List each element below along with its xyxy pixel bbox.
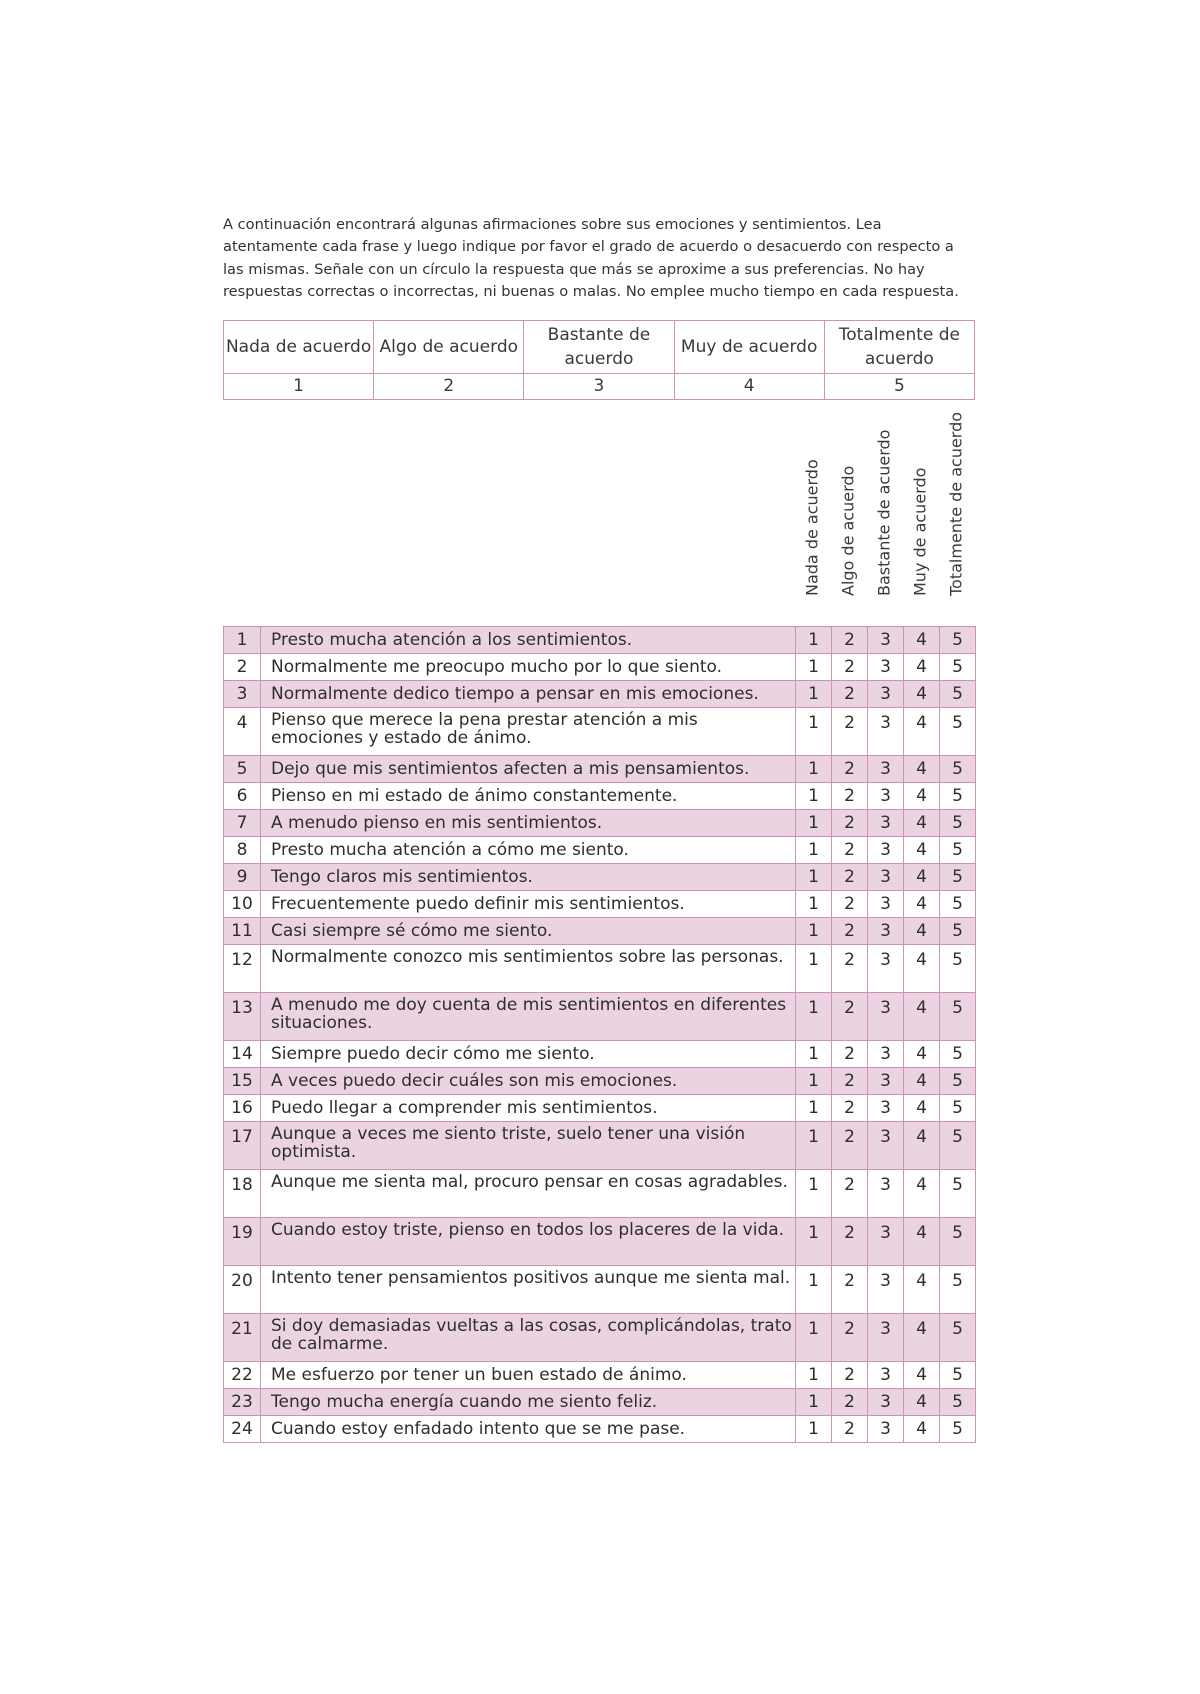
column-header xyxy=(831,403,865,615)
response-option[interactable]: 2 xyxy=(832,1389,868,1416)
response-option[interactable]: 4 xyxy=(904,654,940,681)
response-option[interactable]: 5 xyxy=(940,918,976,945)
column-header-label: Algo de acuerdo xyxy=(838,465,858,596)
response-option[interactable]: 4 xyxy=(904,708,940,756)
response-option[interactable]: 5 xyxy=(940,945,976,993)
response-option[interactable]: 2 xyxy=(832,756,868,783)
table-row xyxy=(224,837,976,864)
table-row xyxy=(224,756,976,783)
item-statement: Frecuentemente puedo definir mis sentimientos. xyxy=(261,891,796,918)
response-option[interactable]: 4 xyxy=(904,1362,940,1389)
response-option[interactable]: 3 xyxy=(868,1416,904,1443)
item-statement: Aunque a veces me siento triste, suelo tener una visión optimista. xyxy=(261,1122,796,1170)
response-option[interactable]: 4 xyxy=(904,810,940,837)
response-option[interactable]: 3 xyxy=(868,1314,904,1362)
item-statement: Cuando estoy enfadado intento que se me pase. xyxy=(261,1416,796,1443)
item-number: 15 xyxy=(224,1068,261,1095)
table-row xyxy=(224,627,976,654)
table-row xyxy=(224,918,976,945)
response-option[interactable]: 5 xyxy=(940,1068,976,1095)
item-number: 21 xyxy=(224,1314,261,1362)
item-number: 14 xyxy=(224,1041,261,1068)
response-option[interactable]: 2 xyxy=(832,1314,868,1362)
table-row xyxy=(224,810,976,837)
questionnaire-table xyxy=(223,626,976,1443)
response-option[interactable]: 3 xyxy=(868,1362,904,1389)
response-option[interactable]: 5 xyxy=(940,1416,976,1443)
response-option[interactable]: 4 xyxy=(904,891,940,918)
scale-label: Bastante de acuerdo xyxy=(524,321,674,374)
response-option[interactable]: 3 xyxy=(868,993,904,1041)
table-row xyxy=(224,1416,976,1443)
response-option[interactable]: 1 xyxy=(796,783,832,810)
response-option[interactable]: 5 xyxy=(940,1095,976,1122)
response-option[interactable]: 3 xyxy=(868,918,904,945)
item-statement: Tengo mucha energía cuando me siento feliz. xyxy=(261,1389,796,1416)
response-option[interactable]: 2 xyxy=(832,1416,868,1443)
response-option[interactable]: 1 xyxy=(796,810,832,837)
response-option[interactable]: 4 xyxy=(904,1416,940,1443)
response-option[interactable]: 1 xyxy=(796,708,832,756)
response-option[interactable]: 1 xyxy=(796,1389,832,1416)
response-option[interactable]: 1 xyxy=(796,1266,832,1314)
table-row xyxy=(224,891,976,918)
column-header xyxy=(903,403,937,615)
item-statement: Presto mucha atención a cómo me siento. xyxy=(261,837,796,864)
table-row xyxy=(224,1389,976,1416)
response-option[interactable]: 2 xyxy=(832,810,868,837)
response-option[interactable]: 5 xyxy=(940,681,976,708)
table-row xyxy=(224,864,976,891)
response-option[interactable]: 2 xyxy=(832,783,868,810)
column-header-label: Muy de acuerdo xyxy=(910,467,930,596)
item-statement: Intento tener pensamientos positivos aunque me sienta mal. xyxy=(261,1266,796,1314)
response-option[interactable]: 4 xyxy=(904,627,940,654)
response-option[interactable]: 4 xyxy=(904,918,940,945)
item-number: 7 xyxy=(224,810,261,837)
item-statement: Normalmente dedico tiempo a pensar en mis emociones. xyxy=(261,681,796,708)
response-option[interactable]: 2 xyxy=(832,1362,868,1389)
column-header xyxy=(939,403,973,615)
response-option[interactable]: 4 xyxy=(904,1218,940,1266)
scale-label: Algo de acuerdo xyxy=(374,321,524,374)
item-statement: Normalmente conozco mis sentimientos sobre las personas. xyxy=(261,945,796,993)
item-number: 12 xyxy=(224,945,261,993)
response-option[interactable]: 4 xyxy=(904,1068,940,1095)
response-option[interactable]: 3 xyxy=(868,1266,904,1314)
response-option[interactable]: 1 xyxy=(796,756,832,783)
table-row xyxy=(224,708,976,756)
table-row xyxy=(224,654,976,681)
response-option[interactable]: 3 xyxy=(868,654,904,681)
item-number: 17 xyxy=(224,1122,261,1170)
response-option[interactable]: 1 xyxy=(796,1170,832,1218)
response-option[interactable]: 3 xyxy=(868,1170,904,1218)
response-option[interactable]: 4 xyxy=(904,783,940,810)
response-option[interactable]: 2 xyxy=(832,864,868,891)
table-row xyxy=(224,1266,976,1314)
item-number: 4 xyxy=(224,708,261,756)
item-number: 3 xyxy=(224,681,261,708)
response-option[interactable]: 2 xyxy=(832,945,868,993)
response-option[interactable]: 2 xyxy=(832,993,868,1041)
response-option[interactable]: 5 xyxy=(940,756,976,783)
response-option[interactable]: 5 xyxy=(940,810,976,837)
table-row xyxy=(224,1314,976,1362)
item-number: 13 xyxy=(224,993,261,1041)
response-option[interactable]: 2 xyxy=(832,1266,868,1314)
response-option[interactable]: 1 xyxy=(796,1314,832,1362)
response-option[interactable]: 2 xyxy=(832,1068,868,1095)
response-option[interactable]: 4 xyxy=(904,993,940,1041)
table-row xyxy=(224,1218,976,1266)
response-option[interactable]: 2 xyxy=(832,654,868,681)
response-option[interactable]: 3 xyxy=(868,627,904,654)
table-row xyxy=(224,945,976,993)
scale-label: Nada de acuerdo xyxy=(224,321,374,374)
response-option[interactable]: 2 xyxy=(832,1218,868,1266)
response-option[interactable]: 5 xyxy=(940,654,976,681)
item-number: 11 xyxy=(224,918,261,945)
response-option[interactable]: 1 xyxy=(796,891,832,918)
response-option[interactable]: 4 xyxy=(904,837,940,864)
table-row xyxy=(224,681,976,708)
scale-value: 5 xyxy=(824,374,974,400)
item-number: 2 xyxy=(224,654,261,681)
response-option[interactable]: 3 xyxy=(868,1389,904,1416)
response-option[interactable]: 3 xyxy=(868,891,904,918)
response-option[interactable]: 5 xyxy=(940,1041,976,1068)
response-option[interactable]: 5 xyxy=(940,891,976,918)
response-scale-table xyxy=(223,320,975,400)
response-option[interactable]: 3 xyxy=(868,1068,904,1095)
response-option[interactable]: 1 xyxy=(796,918,832,945)
response-option[interactable]: 2 xyxy=(832,1170,868,1218)
item-statement: Dejo que mis sentimientos afecten a mis pensamientos. xyxy=(261,756,796,783)
item-number: 24 xyxy=(224,1416,261,1443)
response-option[interactable]: 3 xyxy=(868,681,904,708)
item-number: 9 xyxy=(224,864,261,891)
response-option[interactable]: 4 xyxy=(904,1041,940,1068)
response-option[interactable]: 3 xyxy=(868,810,904,837)
response-option[interactable]: 4 xyxy=(904,1122,940,1170)
response-option[interactable]: 3 xyxy=(868,1041,904,1068)
table-row xyxy=(224,1041,976,1068)
item-statement: Pienso que merece la pena prestar atención a mis emociones y estado de ánimo. xyxy=(261,708,796,756)
response-option[interactable]: 3 xyxy=(868,1095,904,1122)
instructions: A continuación encontrará algunas afirmaciones sobre sus emociones y sentimientos. Lea atentamente cada frase y luego indique por favor el grado de acuerdo o desacuerdo con respecto a las mismas. Señale con un círculo la respuesta que más se aproxime a sus preferencias. No hay respuestas correctas o incorrectas, ni buenas o malas. No emplee mucho tiempo en cada respuesta. xyxy=(223,215,959,301)
scale-value: 4 xyxy=(674,374,824,400)
response-option[interactable]: 2 xyxy=(832,708,868,756)
response-option[interactable]: 1 xyxy=(796,1416,832,1443)
scale-value: 3 xyxy=(524,374,674,400)
item-number: 18 xyxy=(224,1170,261,1218)
table-row xyxy=(224,1122,976,1170)
column-header xyxy=(795,403,829,615)
response-option[interactable]: 1 xyxy=(796,1362,832,1389)
response-option[interactable]: 5 xyxy=(940,708,976,756)
response-option[interactable]: 1 xyxy=(796,627,832,654)
response-option[interactable]: 5 xyxy=(940,783,976,810)
response-option[interactable]: 5 xyxy=(940,1122,976,1170)
response-option[interactable]: 2 xyxy=(832,837,868,864)
item-statement: Puedo llegar a comprender mis sentimientos. xyxy=(261,1095,796,1122)
scale-label: Muy de acuerdo xyxy=(674,321,824,374)
column-header-label: Nada de acuerdo xyxy=(802,459,822,596)
response-option[interactable]: 4 xyxy=(904,864,940,891)
response-option[interactable]: 1 xyxy=(796,1095,832,1122)
response-option[interactable]: 5 xyxy=(940,1389,976,1416)
column-header xyxy=(867,403,901,615)
item-statement: Normalmente me preocupo mucho por lo que siento. xyxy=(261,654,796,681)
response-option[interactable]: 4 xyxy=(904,681,940,708)
item-number: 1 xyxy=(224,627,261,654)
item-statement: Tengo claros mis sentimientos. xyxy=(261,864,796,891)
item-number: 6 xyxy=(224,783,261,810)
item-number: 19 xyxy=(224,1218,261,1266)
response-option[interactable]: 3 xyxy=(868,945,904,993)
response-option[interactable]: 2 xyxy=(832,891,868,918)
response-option[interactable]: 3 xyxy=(868,864,904,891)
response-option[interactable]: 1 xyxy=(796,864,832,891)
scale-label: Totalmente de acuerdo xyxy=(824,321,974,374)
item-number: 10 xyxy=(224,891,261,918)
item-statement: Cuando estoy triste, pienso en todos los placeres de la vida. xyxy=(261,1218,796,1266)
item-statement: Si doy demasiadas vueltas a las cosas, complicándolas, trato de calmarme. xyxy=(261,1314,796,1362)
table-row xyxy=(224,1362,976,1389)
scale-value: 1 xyxy=(224,374,374,400)
response-option[interactable]: 2 xyxy=(832,918,868,945)
response-option[interactable]: 2 xyxy=(832,627,868,654)
response-option[interactable]: 3 xyxy=(868,756,904,783)
response-option[interactable]: 4 xyxy=(904,1170,940,1218)
response-option[interactable]: 4 xyxy=(904,1266,940,1314)
item-number: 22 xyxy=(224,1362,261,1389)
response-option[interactable]: 1 xyxy=(796,1218,832,1266)
response-option[interactable]: 1 xyxy=(796,993,832,1041)
response-option[interactable]: 1 xyxy=(796,1122,832,1170)
response-option[interactable]: 5 xyxy=(940,1314,976,1362)
response-option[interactable]: 4 xyxy=(904,756,940,783)
response-option[interactable]: 2 xyxy=(832,1041,868,1068)
response-option[interactable]: 3 xyxy=(868,1122,904,1170)
response-option[interactable]: 5 xyxy=(940,627,976,654)
item-statement: A veces puedo decir cuáles son mis emociones. xyxy=(261,1068,796,1095)
item-statement: Siempre puedo decir cómo me siento. xyxy=(261,1041,796,1068)
item-statement: Presto mucha atención a los sentimientos. xyxy=(261,627,796,654)
table-row xyxy=(224,783,976,810)
item-number: 23 xyxy=(224,1389,261,1416)
item-statement: Me esfuerzo por tener un buen estado de ánimo. xyxy=(261,1362,796,1389)
response-option[interactable]: 2 xyxy=(832,1122,868,1170)
item-statement: A menudo pienso en mis sentimientos. xyxy=(261,810,796,837)
response-option[interactable]: 4 xyxy=(904,945,940,993)
response-option[interactable]: 5 xyxy=(940,1218,976,1266)
response-option[interactable]: 3 xyxy=(868,783,904,810)
response-option[interactable]: 5 xyxy=(940,1266,976,1314)
response-option[interactable]: 5 xyxy=(940,864,976,891)
response-option[interactable]: 4 xyxy=(904,1095,940,1122)
response-option[interactable]: 4 xyxy=(904,1314,940,1362)
table-row xyxy=(224,993,976,1041)
column-header-label: Totalmente de acuerdo xyxy=(946,411,966,596)
response-option[interactable]: 4 xyxy=(904,1389,940,1416)
response-option[interactable]: 1 xyxy=(796,681,832,708)
response-option[interactable]: 5 xyxy=(940,1170,976,1218)
item-number: 20 xyxy=(224,1266,261,1314)
response-option[interactable]: 5 xyxy=(940,837,976,864)
response-option[interactable]: 3 xyxy=(868,1218,904,1266)
table-row xyxy=(224,1095,976,1122)
response-option[interactable]: 5 xyxy=(940,1362,976,1389)
response-option[interactable]: 3 xyxy=(868,708,904,756)
response-option[interactable]: 1 xyxy=(796,654,832,681)
item-statement: Aunque me sienta mal, procuro pensar en cosas agradables. xyxy=(261,1170,796,1218)
table-row xyxy=(224,1068,976,1095)
response-option[interactable]: 2 xyxy=(832,681,868,708)
item-statement: A menudo me doy cuenta de mis sentimientos en diferentes situaciones. xyxy=(261,993,796,1041)
response-option[interactable]: 1 xyxy=(796,1068,832,1095)
item-statement: Casi siempre sé cómo me siento. xyxy=(261,918,796,945)
table-row xyxy=(224,1170,976,1218)
item-number: 5 xyxy=(224,756,261,783)
response-option[interactable]: 1 xyxy=(796,1041,832,1068)
response-option[interactable]: 1 xyxy=(796,945,832,993)
response-option[interactable]: 2 xyxy=(832,1095,868,1122)
response-option[interactable]: 5 xyxy=(940,993,976,1041)
item-statement: Pienso en mi estado de ánimo constantemente. xyxy=(261,783,796,810)
scale-value: 2 xyxy=(374,374,524,400)
item-number: 8 xyxy=(224,837,261,864)
column-header-label: Bastante de acuerdo xyxy=(874,429,894,596)
response-option[interactable]: 1 xyxy=(796,837,832,864)
response-option[interactable]: 3 xyxy=(868,837,904,864)
item-number: 16 xyxy=(224,1095,261,1122)
